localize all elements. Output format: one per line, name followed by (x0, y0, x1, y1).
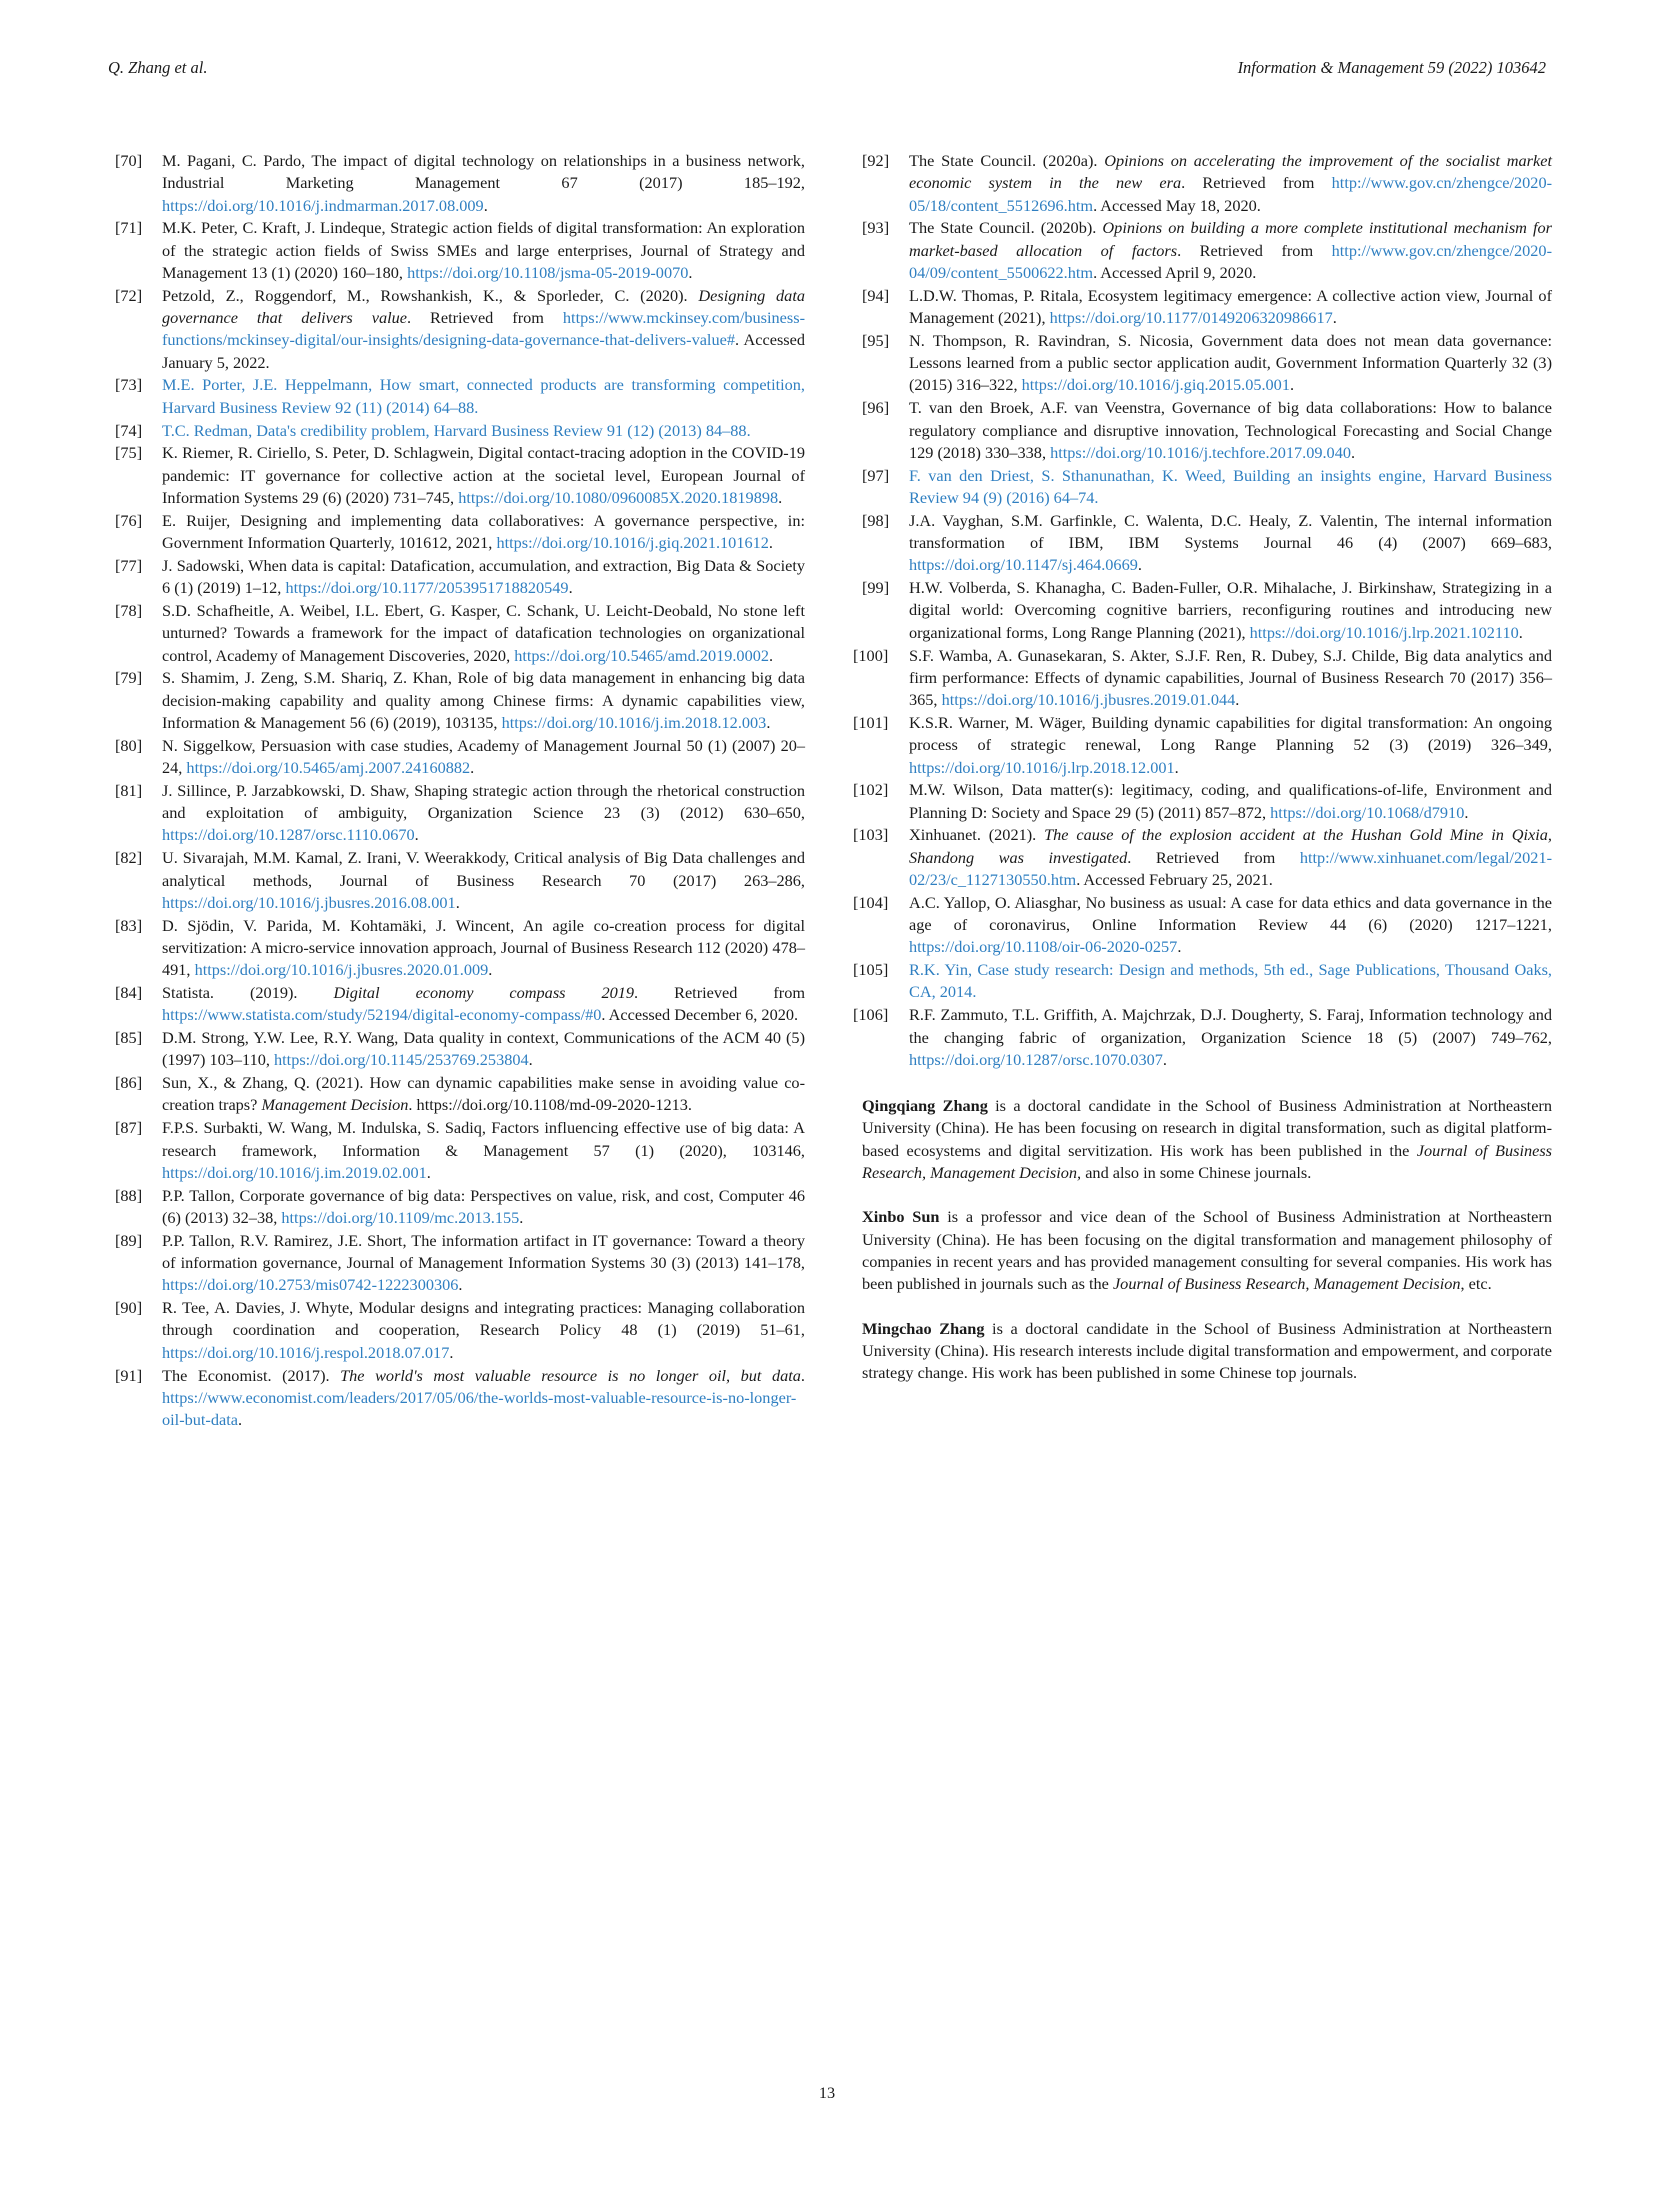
reference-citation-end: . (778, 487, 783, 507)
reference-text (909, 331, 1552, 395)
reference-citation: N. Siggelkow, Persuasion with case studies, Academy of Management Journal 50 (1) (2007) 20–24, (162, 735, 805, 778)
reference-text (162, 848, 805, 912)
reference-citation: D. Sjödin, V. Parida, M. Kohtamäki, J. Wincent, An agile co-creation process for digital servitization: A micro-service innovation approach, Journal of Business Research 112 (2020) 478–491, (162, 915, 805, 980)
reference-doi-link[interactable]: https://www.statista.com/study/52194/digital-economy-compass/#0 (162, 1005, 602, 1025)
reference-text (909, 780, 1552, 821)
reference-citation: Statista. (2019). (162, 982, 334, 1002)
reference-citation: J. Sillince, P. Jarzabkowski, D. Shaw, Shaping strategic action through the rhetorical construction and exploitation of ambiguity, Organization Science 23 (3) (2012) 630–650, (162, 780, 805, 823)
reference-item (115, 1230, 805, 1297)
reference-citation: H.W. Volberda, S. Khanagha, C. Baden-Fuller, O.R. Mihalache, J. Birkinshaw, Strategizing in a digital world: Overcoming cognitive barriers, reconfiguring routines and introducing new organizational forms, Long Range Planning (2021), (909, 578, 1552, 642)
running-header-authors: Q. Zhang et al. (108, 58, 208, 77)
reference-citation-end: . Accessed May 18, 2020. (1093, 195, 1261, 215)
reference-citation-end: . (768, 533, 773, 553)
reference-number: [79] (115, 668, 143, 688)
author-bio-journals: Journal of Business Research, Management Decision (1112, 1274, 1461, 1294)
reference-citation: K.S.R. Warner, M. Wäger, Building dynamic capabilities for digital transformation: An ongoing process of strategic renewal, Long Range Planning 52 (3) (2019) 326–349, (909, 712, 1552, 755)
reference-citation-end: . Accessed December 6, 2020. (601, 1005, 799, 1025)
reference-number: [95] (862, 330, 890, 350)
reference-number: [73] (115, 375, 143, 395)
reference-text (162, 443, 805, 507)
reference-item (853, 779, 1552, 824)
reference-citation-end: . (414, 825, 419, 845)
reference-citation-end: . (1289, 375, 1295, 395)
reference-doi-link[interactable]: https://doi.org/10.1147/sj.464.0669 (909, 555, 1138, 575)
reference-citation-end: . (1518, 622, 1523, 642)
reference-doi-link[interactable]: https://doi.org/10.1016/j.im.2019.02.001 (162, 1162, 427, 1182)
reference-doi-link[interactable]: https://doi.org/10.1016/j.giq.2021.101612 (496, 533, 769, 553)
reference-doi-link[interactable]: https://doi.org/10.1016/j.indmarman.2017.08.009 (162, 195, 484, 215)
reference-text (909, 398, 1552, 462)
reference-citation-end: . (1350, 442, 1356, 462)
reference-doi-link[interactable]: http://www.gov.cn/zhengce/2020-05/18/content_5512696.htm (909, 173, 1553, 215)
reference-doi-link[interactable]: https://doi.org/10.1068/d7910 (1270, 802, 1465, 822)
reference-number: [88] (115, 1185, 143, 1205)
reference-number: [96] (862, 398, 890, 418)
reference-number: [104] (853, 892, 889, 912)
reference-item (862, 465, 1552, 510)
reference-text (162, 781, 805, 845)
reference-citation-end: . (1177, 937, 1182, 957)
reference-citation: F.P.S. Surbakti, W. Wang, M. Indulska, S. Sadiq, Factors influencing effective use of big data: A research framework, Information & Management 57 (1) (2020), 103146, (162, 1118, 805, 1160)
reference-doi-link[interactable]: https://doi.org/10.1016/j.jbusres.2019.01.044 (941, 690, 1236, 710)
reference-doi-link[interactable]: https://doi.org/10.1016/j.techfore.2017.09.040 (1050, 442, 1351, 462)
reference-text (909, 646, 1552, 710)
reference-citation-cont: . https://doi.org/10.1108/md-09-2020-1213. (408, 1095, 692, 1115)
reference-text (909, 713, 1552, 777)
reference-item (853, 1004, 1552, 1071)
reference-number: [82] (115, 848, 143, 868)
reference-citation: The State Council. (2020a). (909, 151, 1105, 170)
reference-doi-link[interactable]: https://doi.org/10.5465/amj.2007.24160882 (186, 758, 471, 778)
reference-number: [89] (115, 1230, 143, 1250)
references-right-column (853, 150, 1553, 1406)
reference-text (909, 466, 1552, 507)
reference-citation-end: . (1174, 757, 1179, 777)
reference-item (115, 1072, 805, 1117)
reference-citation: S. Shamim, J. Zeng, S.M. Shariq, Z. Khan, Role of big data management in enhancing big data decision-making capability and quality among Chinese firms: A dynamic capabilities view, Information & Management 56 (6) (2019), 103135, (162, 668, 805, 732)
reference-text (909, 218, 1552, 282)
reference-item (115, 285, 805, 374)
reference-item (862, 285, 1552, 330)
reference-text (162, 1231, 805, 1295)
reference-citation: A.C. Yallop, O. Aliasghar, No business as usual: A case for data ethics and data governance in the age of coronavirus, Online Information Review 44 (6) (2020) 1217–1221, (909, 892, 1552, 935)
reference-item (115, 510, 805, 555)
reference-doi-link[interactable]: https://doi.org/10.1287/orsc.1110.0670 (162, 825, 415, 845)
reference-citation: S.D. Schafheitle, A. Weibel, I.L. Ebert, G. Kasper, C. Schank, U. Leicht-Deobald, No stone left unturned? Towards a framework for the impact of datafication technologies on organizational control, Academy of Management Discoveries, 2020, (162, 600, 805, 665)
reference-citation-end: . (470, 758, 475, 778)
reference-citation: R.F. Zammuto, T.L. Griffith, A. Majchrzak, D.J. Dougherty, S. Faraj, Information technology and the changing fabric of organization, Organization Science 18 (5) (2007) 749–762, (909, 1005, 1552, 1047)
page-number: 13 (818, 2083, 836, 2102)
reference-item (853, 824, 1553, 891)
reference-doi-link[interactable]: http://www.gov.cn/zhengce/2020-04/09/content_5500622.htm (909, 240, 1552, 282)
reference-citation: L.D.W. Thomas, P. Ritala, Ecosystem legitimacy emergence: A collective action view, Journal of Management (2021), (909, 285, 1552, 328)
reference-doi-link[interactable]: https://doi.org/10.1108/oir-06-2020-0257 (909, 937, 1178, 957)
reference-citation: R. Tee, A. Davies, J. Whyte, Modular designs and integrating practices: Managing collaboration through coordination and cooperation, Research Policy 48 (1) (2019) 51–61, (162, 1298, 805, 1340)
reference-item (115, 915, 805, 982)
reference-link[interactable]: M.E. Porter, J.E. Heppelmann, How smart, connected products are transforming competition, Harvard Business Review 92 (11) (2014) 64–88. (162, 375, 805, 417)
reference-citation: M.K. Peter, C. Kraft, J. Lindeque, Strategic action fields of digital transformation: An exploration of the strategic action fields of Swiss SMEs and large enterprises, Journal of Strategy and Management 13 (1) (2020) 160–180, (162, 218, 805, 282)
reference-text (909, 825, 1552, 889)
author-bio-tail: and also in some Chinese journals. (1081, 1163, 1312, 1183)
reference-item (115, 217, 805, 284)
reference-link[interactable]: T.C. Redman, Data's credibility problem, Harvard Business Review 91 (12) (2013) 84–88. (162, 420, 751, 440)
reference-doi-link[interactable]: https://www.mckinsey.com/business-functions/mckinsey-digital/our-insights/designing-data-governance-that-delivers-value# (162, 308, 805, 350)
author-bio-text: is a doctoral candidate in the School of Business Administration at Northeastern University (China). His research interests include digital transformation and empowerment, and corporate strategy change. His work has been published in some Chinese top journals. (862, 1318, 1552, 1383)
reference-doi-link[interactable]: https://doi.org/10.1145/253769.253804 (274, 1050, 529, 1070)
reference-number: [94] (862, 285, 890, 305)
author-bio (862, 1095, 1552, 1184)
reference-citation-end: . (483, 195, 488, 215)
reference-citation-end: . (1162, 1049, 1167, 1069)
reference-citation: S.F. Wamba, A. Gunasekaran, S. Akter, S.J.F. Ren, R. Dubey, S.J. Childe, Big data analytics and firm performance: Effects of dynamic capabilities, Journal of Business Research 70 (2017) 356–365, (909, 645, 1552, 710)
reference-item (115, 1365, 805, 1432)
reference-citation-end: . Accessed April 9, 2020. (1093, 262, 1257, 282)
reference-number: [106] (853, 1005, 889, 1025)
reference-text (909, 511, 1552, 575)
reference-doi-link[interactable]: http://www.xinhuanet.com/legal/2021-02/23/c_1127130550.htm (909, 847, 1553, 889)
reference-text (162, 218, 805, 282)
reference-text (162, 736, 805, 777)
reference-item (115, 847, 805, 914)
reference-citation-end: . (488, 960, 493, 980)
author-name: Mingchao Zhang (862, 1318, 985, 1338)
reference-number: [92] (862, 151, 890, 170)
reference-citation-end: . (528, 1050, 533, 1070)
reference-item (853, 892, 1552, 959)
author-bio-journals: Journal of Business Research, Management Decision, (862, 1140, 1553, 1183)
reference-citation-cont: . Retrieved from (634, 982, 806, 1002)
reference-citation-cont: . Retrieved from (406, 308, 563, 328)
author-bio-text: is a professor and vice dean of the School of Business Administration at Northeastern University (China). He has been focusing on the digital transformation and management philosophy of companies in recent years and has provided management consulting for several companies. His work has been published in journals such as the (862, 1207, 1552, 1294)
reference-number: [85] (115, 1028, 143, 1048)
reference-item (862, 510, 1552, 577)
reference-citation-end: . (1464, 802, 1469, 822)
reference-number: [77] (115, 555, 143, 575)
reference-item (115, 374, 805, 419)
reference-link[interactable]: F. van den Driest, S. Sthanunathan, K. Weed, Building an insights engine, Harvard Business Review 94 (9) (2016) 64–74. (909, 465, 1552, 507)
reference-citation-end: . (766, 712, 771, 732)
reference-doi-link[interactable]: https://doi.org/10.1016/j.lrp.2021.102110 (1249, 622, 1519, 642)
reference-citation-cont: . (800, 1365, 805, 1385)
reference-title: Opinions on building a more complete institutional mechanism for market-based allocation of factors (909, 218, 1552, 260)
reference-citation: D.M. Strong, Y.W. Lee, R.Y. Wang, Data quality in context, Communications of the ACM 40 (5) (1997) 103–110, (162, 1028, 805, 1070)
reference-text (162, 1186, 805, 1227)
reference-doi-link[interactable]: https://doi.org/10.1016/j.respol.2018.07.017 (162, 1342, 450, 1362)
reference-doi-link[interactable]: https://www.economist.com/leaders/2017/05/06/the-worlds-most-valuable-resource-is-no-longer-oil-but-data (162, 1387, 797, 1430)
reference-text (162, 421, 751, 440)
reference-number: [101] (853, 712, 889, 732)
reference-doi-link[interactable]: https://doi.org/10.1016/j.giq.2015.05.001 (1021, 375, 1290, 395)
reference-number: [71] (115, 218, 143, 238)
reference-item (115, 1185, 805, 1230)
reference-number: [102] (853, 780, 889, 800)
reference-title: The cause of the explosion accident at the Hushan Gold Mine in Qixia, Shandong was investigated (909, 825, 1552, 867)
reference-citation-end: . (237, 1410, 243, 1430)
reference-citation: The State Council. (2020b). (909, 218, 1103, 238)
author-bio-tail: , etc. (1460, 1274, 1492, 1294)
reference-item (115, 150, 805, 217)
reference-number: [98] (862, 510, 890, 530)
reference-citation-end: . (769, 645, 774, 665)
reference-citation: M. Pagani, C. Pardo, The impact of digital technology on relationships in a business network, Industrial Marketing Management 67 (2017) 185–192, (162, 151, 805, 193)
reference-number: [87] (115, 1118, 143, 1138)
reference-item (853, 645, 1552, 712)
reference-title: The world's most valuable resource is no longer oil, but data (340, 1365, 801, 1385)
reference-text (162, 1298, 805, 1362)
reference-text (909, 578, 1552, 642)
references-right-list (853, 150, 1553, 1071)
reference-text (162, 916, 805, 980)
reference-item (115, 780, 805, 847)
reference-citation: M.W. Wilson, Data matter(s): legitimacy, coding, and qualifications-of-life, Environment and Planning D: Society and Space 29 (5) (2011) 857–872, (909, 780, 1552, 822)
reference-citation: J.A. Vayghan, S.M. Garfinkle, C. Walenta, D.C. Healy, Z. Valentin, The internal information transformation of IBM, IBM Systems Journal 46 (4) (2007) 669–683, (909, 510, 1552, 553)
reference-title: Management Decision (261, 1095, 409, 1115)
reference-item (115, 982, 805, 1027)
reference-number: [76] (115, 510, 143, 530)
reference-citation-end: . (449, 1342, 454, 1362)
reference-text (162, 668, 805, 732)
reference-citation: E. Ruijer, Designing and implementing data collaboratives: A governance perspective, in: Government Information Quarterly, 101612, 2021, (162, 510, 805, 553)
reference-number: [80] (115, 735, 143, 755)
reference-citation-end: . (458, 1275, 463, 1295)
reference-citation-end: . (688, 262, 693, 282)
reference-item (853, 712, 1552, 779)
reference-number: [93] (862, 218, 890, 238)
reference-citation: T. van den Broek, A.F. van Veenstra, Governance of big data collaborations: How to balance regulatory compliance and disruptive innovation, Technological Forecasting and Social Change 129 (2018) 330–338, (909, 398, 1552, 462)
reference-number: [99] (862, 578, 890, 598)
reference-item (862, 397, 1552, 464)
running-header-journal: Information & Management 59 (2022) 103642 (1237, 58, 1546, 77)
reference-number: [91] (115, 1365, 143, 1385)
reference-citation-end: . Accessed January 5, 2022. (162, 330, 805, 372)
author-bio-text: is a doctoral candidate in the School of Business Administration at Northeastern University (China). He has been focusing on research in digital transformation, such as digital platform-based ecosystems and digital servitization. His work has been published in the (862, 1096, 1552, 1160)
reference-text (162, 556, 805, 597)
reference-text (162, 1366, 805, 1430)
reference-citation-end: . Accessed February 25, 2021. (1076, 870, 1273, 889)
reference-citation: Sun, X., & Zhang, Q. (2021). How can dynamic capabilities make sense in avoiding value co-creation traps? (162, 1073, 805, 1115)
reference-citation-end: . (1332, 308, 1337, 328)
reference-number: [72] (115, 285, 143, 305)
reference-text (162, 1118, 805, 1182)
reference-number: [70] (115, 151, 143, 170)
author-biographies (862, 1095, 1552, 1384)
references-left-column (115, 150, 805, 1432)
reference-text (909, 151, 1552, 215)
reference-text (162, 983, 805, 1024)
reference-item (115, 735, 805, 780)
reference-text (909, 893, 1552, 957)
reference-number: [81] (115, 780, 143, 800)
reference-doi-link[interactable]: https://doi.org/10.5465/amd.2019.0002 (514, 645, 769, 665)
reference-number: [105] (853, 960, 889, 980)
reference-item (853, 959, 1552, 1004)
reference-link[interactable]: R.K. Yin, Case study research: Design and methods, 5th ed., Sage Publications, Thousand Oaks, CA, 2014. (909, 960, 1552, 1002)
reference-number: [97] (862, 465, 890, 485)
reference-citation: N. Thompson, R. Ravindran, S. Nicosia, Government data does not mean data governance: Lessons learned from a public sector application audit, Government Information Quarterly 32 (3) (2015) 316–322, (909, 330, 1552, 395)
reference-citation-end: . (1235, 690, 1240, 710)
reference-doi-link[interactable]: https://doi.org/10.1016/j.jbusres.2020.01.009 (194, 960, 489, 980)
reference-item (862, 330, 1552, 397)
author-bio (862, 1206, 1552, 1295)
reference-title: Designing data governance that delivers value (162, 285, 805, 328)
reference-text (909, 1005, 1552, 1069)
reference-item (115, 600, 805, 667)
reference-citation: Xinhuanet. (2021). (909, 825, 1045, 845)
reference-number: [74] (115, 420, 143, 440)
reference-item (115, 442, 805, 509)
reference-doi-link[interactable]: https://doi.org/10.2753/mis0742-1222300306 (162, 1275, 459, 1295)
reference-citation: The Economist. (2017). (162, 1365, 341, 1385)
reference-citation-cont: . Retrieved from (1181, 173, 1332, 193)
reference-doi-link[interactable]: https://doi.org/10.1177/0149206320986617 (1049, 308, 1333, 328)
reference-item (115, 1297, 805, 1364)
author-bio (862, 1318, 1552, 1385)
reference-citation: U. Sivarajah, M.M. Kamal, Z. Irani, V. Weerakkody, Critical analysis of Big Data challenges and analytical methods, Journal of Business Research 70 (2017) 263–286, (162, 848, 805, 890)
reference-citation-end: . (1137, 555, 1142, 575)
reference-doi-link[interactable]: https://doi.org/10.1177/2053951718820549 (285, 578, 569, 598)
reference-text (162, 1073, 805, 1114)
reference-doi-link[interactable]: https://doi.org/10.1108/jsma-05-2019-0070 (407, 262, 689, 282)
reference-doi-link[interactable]: https://doi.org/10.1016/j.im.2018.12.003 (501, 712, 767, 732)
reference-text (162, 601, 805, 665)
reference-text (162, 1028, 805, 1069)
reference-title: Digital economy compass 2019 (333, 982, 635, 1002)
reference-number: [78] (115, 600, 143, 620)
reference-citation-cont: . Retrieved from (1177, 240, 1332, 260)
reference-doi-link[interactable]: https://doi.org/10.1109/mc.2013.155 (281, 1207, 520, 1227)
reference-citation: P.P. Tallon, Corporate governance of big data: Perspectives on value, risk, and cost, Computer 46 (6) (2013) 32–38, (162, 1185, 805, 1227)
reference-citation: P.P. Tallon, R.V. Ramirez, J.E. Short, The information artifact in IT governance: Toward a theory of information governance, Journal of Management Information Systems 30 (3) (2013) 141–178, (162, 1230, 805, 1273)
reference-item (862, 577, 1552, 644)
reference-text (909, 960, 1552, 1001)
reference-number: [103] (853, 825, 889, 845)
reference-title: Opinions on accelerating the improvement of the socialist market economic system in the new era (909, 151, 1552, 193)
reference-item (115, 1027, 805, 1072)
reference-doi-link[interactable]: https://doi.org/10.1016/j.lrp.2018.12.001 (909, 757, 1175, 777)
reference-number: [83] (115, 915, 143, 935)
author-name: Qingqiang Zhang (862, 1096, 988, 1116)
reference-item (115, 1117, 805, 1184)
reference-text (162, 375, 805, 416)
reference-item (862, 217, 1552, 284)
reference-text (162, 511, 805, 552)
reference-item (115, 667, 805, 734)
reference-number: [86] (115, 1073, 143, 1093)
reference-citation-end: . (426, 1162, 431, 1182)
reference-citation: K. Riemer, R. Ciriello, S. Peter, D. Schlagwein, Digital contact-tracing adoption in the COVID-19 pandemic: IT governance for collective action at the societal level, European Journal of Information Systems 29 (6) (2020) 731–745, (162, 443, 805, 507)
reference-citation-cont: . Retrieved from (1127, 847, 1300, 867)
reference-citation: Petzold, Z., Roggendorf, M., Rowshankish, K., & Sporleder, C. (2020). (162, 285, 699, 305)
reference-doi-link[interactable]: https://doi.org/10.1080/0960085X.2020.1819898 (458, 487, 779, 507)
reference-item (115, 555, 805, 600)
reference-number: [100] (853, 645, 889, 665)
reference-doi-link[interactable]: https://doi.org/10.1016/j.jbusres.2016.08.001 (162, 892, 456, 912)
reference-text (909, 286, 1552, 327)
reference-number: [90] (115, 1298, 143, 1318)
reference-text (162, 286, 805, 372)
reference-citation-end: . (455, 892, 460, 912)
reference-citation: J. Sadowski, When data is capital: Datafication, accumulation, and extraction, Big Data & Society 6 (1) (2019) 1–12, (162, 555, 805, 598)
author-name: Xinbo Sun (862, 1207, 940, 1227)
reference-item (115, 420, 805, 442)
reference-number: [75] (115, 443, 143, 463)
reference-text (162, 151, 805, 215)
reference-citation-end: . (568, 578, 573, 598)
reference-citation-end: . (519, 1207, 524, 1227)
reference-item (862, 150, 1552, 217)
reference-doi-link[interactable]: https://doi.org/10.1287/orsc.1070.0307 (909, 1049, 1163, 1069)
reference-number: [84] (115, 982, 143, 1002)
